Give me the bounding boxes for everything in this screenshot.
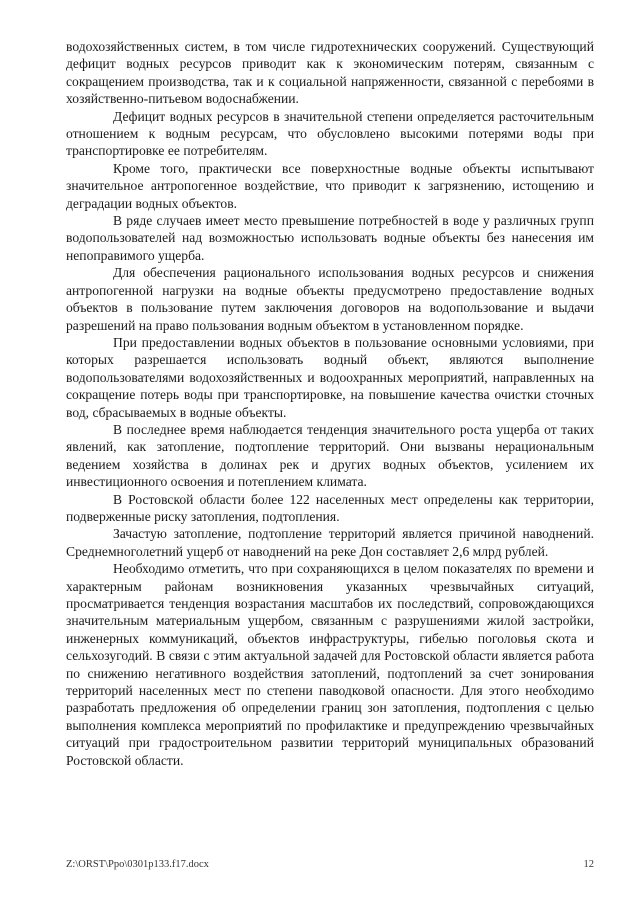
paragraph-flood-damage: Зачастую затопление, подтопление территорий является причиной наводнений. Среднемноголетний ущерб от наводнений на реке Дон составляет 2,6 млрд рублей. [66,526,594,559]
paragraph-damage-growth: В последнее время наблюдается тенденция значительного роста ущерба от таких явлений, как затопление, подтопление территорий. Они вызваны нерациональным ведением хозяйства в долинах рек и других водных объектов, усилением их инвестиционного освоения и потеплением климата. [66,421,594,490]
file-path: Z:\ORST\Ppo\0301p133.f17.docx [66,859,209,870]
page-number: 12 [583,859,594,870]
paragraph-rational-use: Для обеспечения рационального использования водных ресурсов и снижения антропогенной нагрузки на водные объекты предусмотрено предоставление водных объектов в пользование путем заключения договоров на водопользование и выдачи разрешений на право пользования водным объектом в установленном порядке. [66,265,594,333]
paragraph-usage-conditions: При предоставлении водных объектов в пользование основными условиями, при которых разрешается использовать водный объект, являются выполнение водопользователями водохозяйственных и водоохранных мероприятий, направленных на сокращение потерь воды при транспортировке, на повышение качества очистки сточных вод, сбрасываемых в водные объекты. [66,334,594,420]
paragraph-water-systems-deficit: водохозяйственных систем, в том числе гидротехнических сооружений. Существующий дефицит водных ресурсов приводит как к экономическим потерям, связанным с сокращением производства, так и к социальной напряженности, связанной с перебоями в хозяйственно-питьевом водоснабжении. [66,39,594,107]
paragraph-wasteful-attitude: Дефицит водных ресурсов в значительной степени определяется расточительным отношением к водным ресурсам, что обусловлено высокими потерями воды при транспортировке ее потребителям. [66,108,594,159]
paragraph-excess-demand: В ряде случаев имеет место превышение потребностей в воде у различных групп водопользователей над возможностью использовать водные объекты без нанесения им непоправимого ущерба. [66,213,594,263]
document-body [66,38,594,769]
paragraph-anthropogenic-impact: Кроме того, практически все поверхностные водные объекты испытывают значительное антропогенное воздействие, что приводит к загрязнению, истощению и деградации водных объектов. [66,160,594,211]
paragraph-rostov-settlements: В Ростовской области более 122 населенных мест определены как территории, подверженные риску затопления, подтопления. [66,491,594,524]
paragraph-zoning-task: Необходимо отметить, что при сохраняющихся в целом показателях по времени и характерным районам возникновения указанных чрезвычайных ситуаций, просматривается тенденция возрастания масштабов их последствий, сопровождающихся значительным материальным ущербом, связанным с разрушениями жилой застройки, инженерных коммуникаций, объектов инфраструктуры, гибелью поголовья скота и сельхозугодий. В связи с этим актуальной задачей для Ростовской области является работа по снижению негативного воздействия затоплений, подтоплений за счет зонирования территорий населенных мест по степени паводковой опасности. Для этого необходимо разработать предложения об определении границ зон затопления, подтопления с целью выполнения комплекса мероприятий по профилактике и предупреждению чрезвычайных ситуаций при градостроительном развитии территорий муниципальных образований Ростовской области. [66,561,594,768]
